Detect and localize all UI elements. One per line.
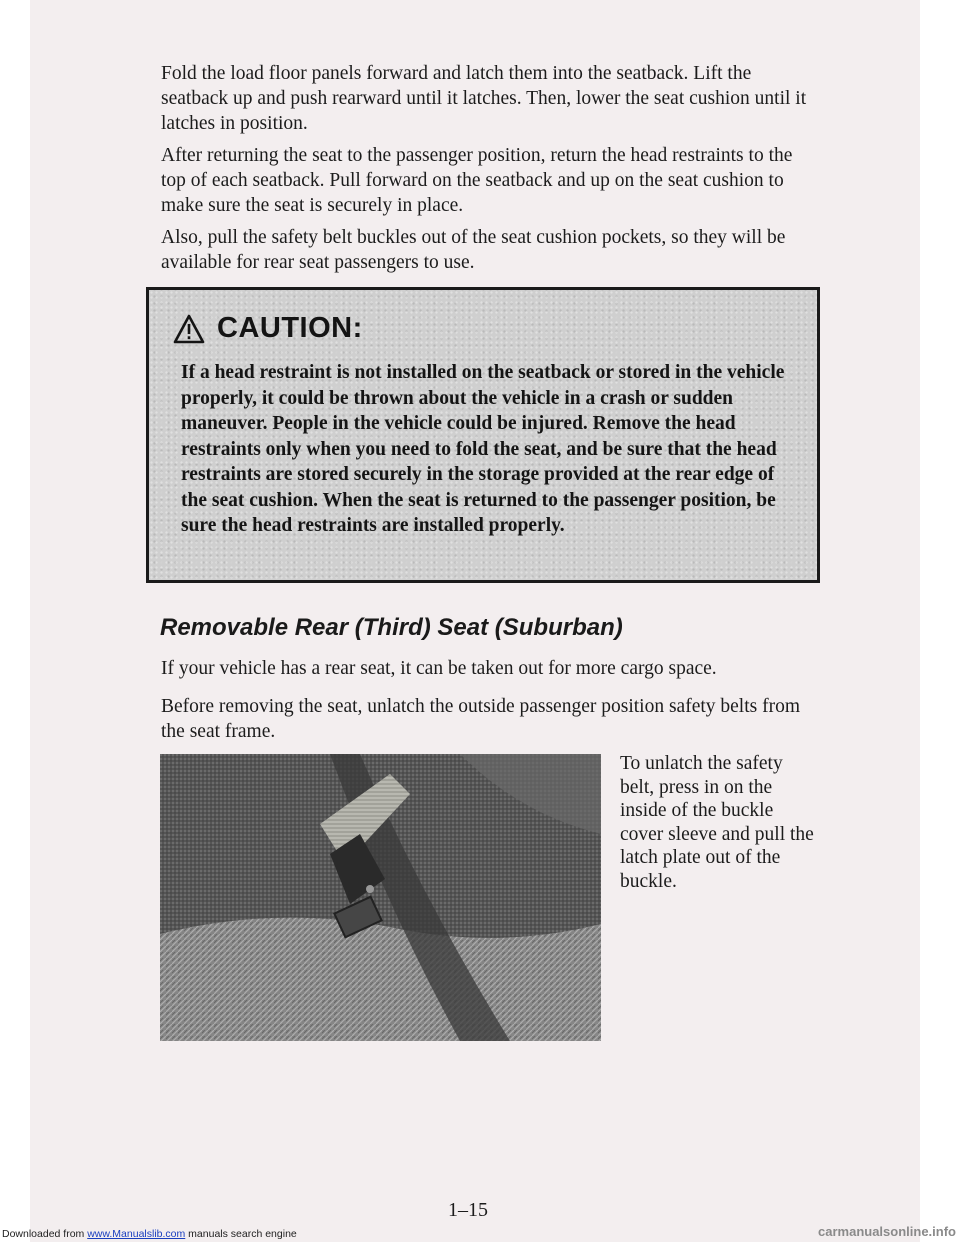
section-paragraph-2: Before removing the seat, unlatch the outside passenger position safety belts from the seat frame. — [161, 696, 800, 742]
caution-title: CAUTION: — [217, 312, 363, 344]
body-paragraph-2: After returning the seat to the passenger position, return the head restraints to the top of each seatback. Pull forward on the seatback and up on the seat cushion to make sure the seat is securely in place. — [161, 145, 793, 216]
watermark-carmanualsonline: carmanualsonline.info — [818, 1224, 956, 1239]
caution-box — [146, 287, 820, 583]
footer-prefix: Downloaded from — [2, 1228, 88, 1240]
caution-header — [173, 312, 363, 345]
page-number: 1–15 — [448, 1199, 488, 1221]
section-heading: Removable Rear (Third) Seat (Suburban) — [160, 614, 623, 641]
section-paragraph-1: If your vehicle has a rear seat, it can be taken out for more cargo space. — [161, 658, 717, 679]
warning-triangle-icon — [173, 314, 205, 344]
footer-suffix: manuals search engine — [185, 1228, 297, 1240]
body-paragraph-3: Also, pull the safety belt buckles out of the seat cushion pockets, so they will be available for rear seat passengers to use. — [161, 227, 786, 273]
safety-belt-buckle-photo — [160, 754, 601, 1041]
manualslib-link[interactable]: www.Manualslib.com — [87, 1228, 186, 1240]
unlatch-instructions: To unlatch the safety belt, press in on the inside of the buckle cover sleeve and pull the latch plate out of the buckle. — [620, 753, 814, 892]
body-paragraph-1: Fold the load floor panels forward and latch them into the seatback. Lift the seatback up and push rearward until it latches. Then, lower the seat cushion until it latches in position. — [161, 63, 807, 134]
download-footer — [2, 1228, 297, 1240]
caution-text: If a head restraint is not installed on the seatback or stored in the vehicle properly, it could be thrown about the vehicle in a crash or sudden maneuver. People in the vehicle could be injured. Remove the head restraints only when you need to fold the seat, and be sure that the head restraints are stored securely in the storage provided at the rear edge of the seat cushion. When the seat is returned to the passenger position, be sure the head restraints are installed properly. — [181, 362, 785, 536]
